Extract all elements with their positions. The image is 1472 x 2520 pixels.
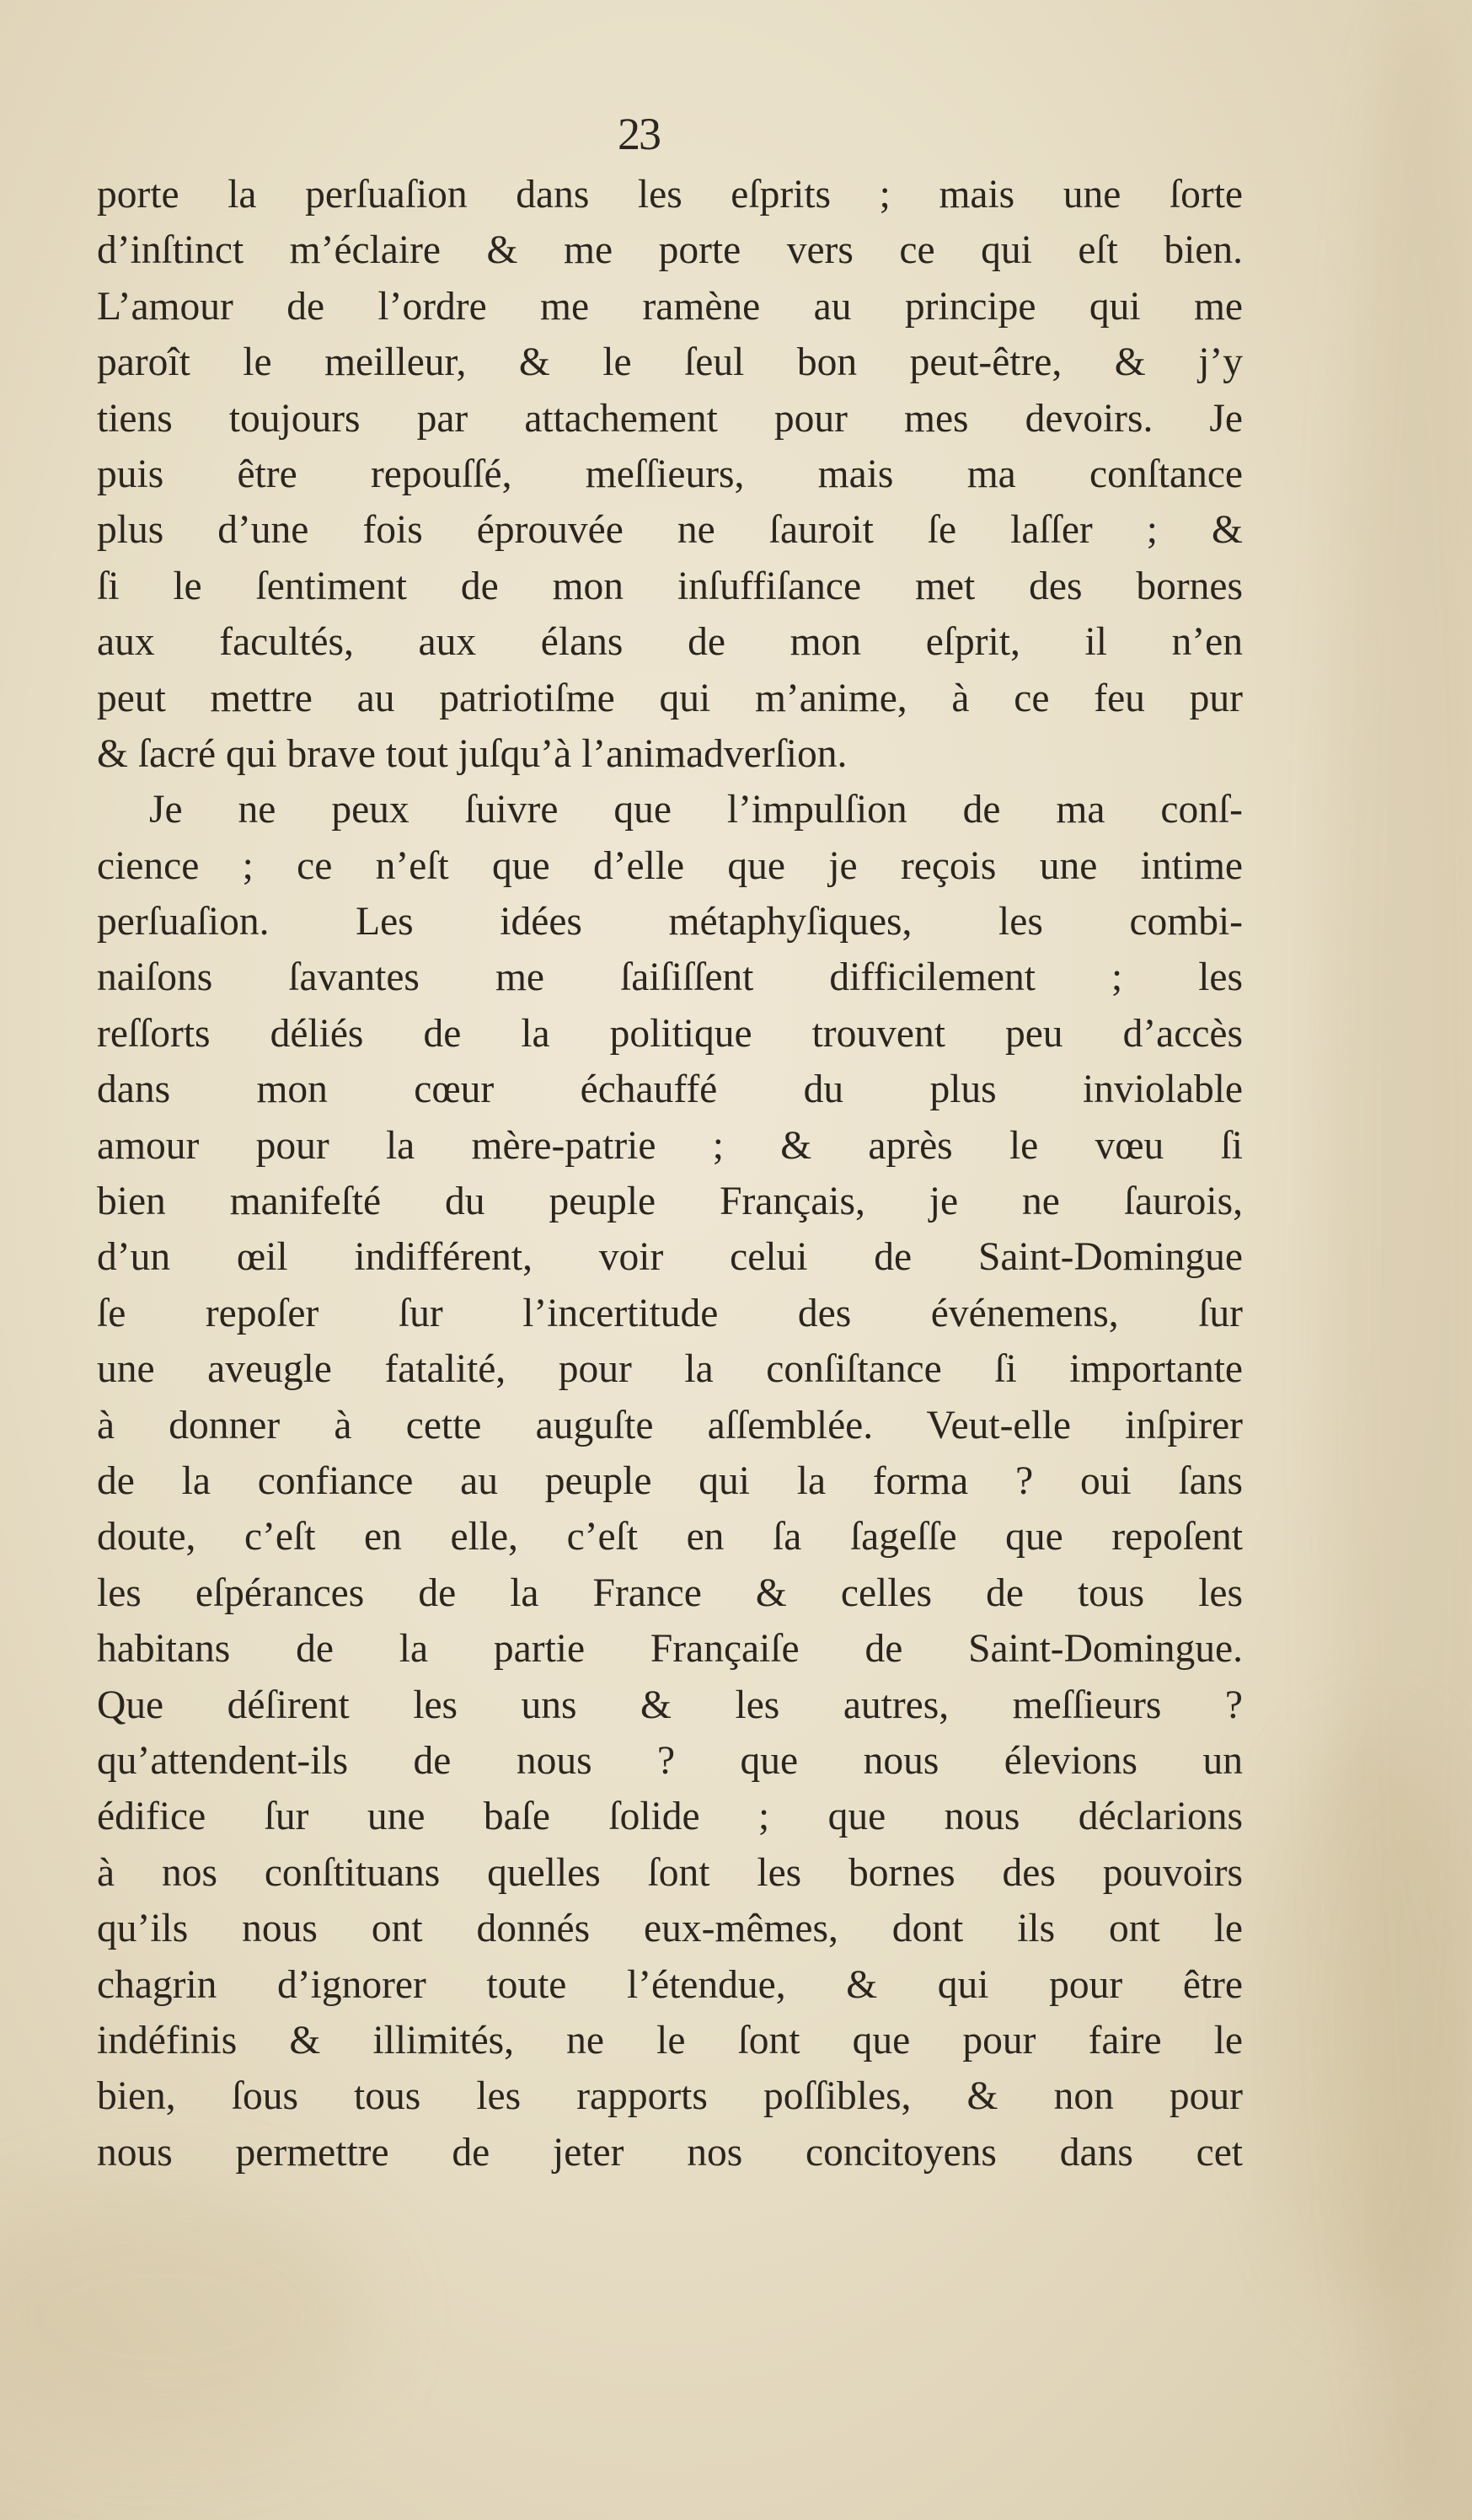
text-line: qu’attendent-ils de nous ? que nous élevions un: [97, 1738, 1243, 1783]
text-line: puis être repouſſé, meſſieurs, mais ma conſtance: [97, 452, 1243, 496]
text-line: & ſacré qui brave tout juſqu’à l’animadverſion.: [97, 731, 848, 776]
text-line: à donner à cette auguſte aſſemblée. Veut-elle inſpirer: [97, 1403, 1243, 1447]
text-line: doute, c’eſt en elle, c’eſt en ſa ſageſſe que repoſent: [97, 1515, 1243, 1560]
text-line: reſſorts déliés de la politique trouvent peu d’accès: [97, 1011, 1243, 1056]
text-line: d’un œil indifférent, voir celui de Saint-Domingue: [97, 1235, 1243, 1280]
text-line: Je ne peux ſuivre que l’impulſion de ma conſ-: [149, 788, 1243, 832]
text-line: nous permettre de jeter nos concitoyens dans cet: [97, 2130, 1243, 2175]
text-line: perſuaſion. Les idées métaphyſiques, les combi-: [97, 900, 1243, 944]
text-line: plus d’une fois éprouvée ne ſauroit ſe laſſer ; &: [97, 508, 1243, 553]
text-line: indéfinis & illimités, ne le ſont que pour faire le: [97, 2018, 1243, 2063]
text-line: qu’ils nous ont donnés eux-mêmes, dont ils ont le: [97, 1907, 1243, 1951]
text-line: édifice ſur une baſe ſolide ; que nous déclarions: [97, 1795, 1243, 1839]
text-line: paroît le meilleur, & le ſeul bon peut-être, & j’y: [97, 340, 1243, 385]
paper-stain: [0, 2191, 371, 2443]
text-line: de la confiance au peuple qui la forma ? oui ſans: [97, 1458, 1243, 1503]
paper-stain: [1264, 1727, 1472, 2317]
text-line: bien, ſous tous les rapports poſſibles, & non pour: [97, 2074, 1243, 2119]
body-text: [97, 167, 1243, 2180]
text-line: dans mon cœur échauffé du plus inviolable: [97, 1067, 1243, 1112]
text-line: amour pour la mère-patrie ; & après le vœu ſi: [97, 1123, 1243, 1168]
text-line: L’amour de l’ordre me ramène au principe qui me: [97, 284, 1243, 329]
text-line: naiſons ſavantes me ſaiſiſſent difficilement ; les: [97, 955, 1243, 1000]
text-line: les eſpérances de la France & celles de tous les: [97, 1570, 1243, 1615]
text-line: porte la perſuaſion dans les eſprits ; mais une ſorte: [97, 173, 1243, 217]
text-line: ſe repoſer ſur l’incertitude des événemens, ſur: [97, 1291, 1243, 1335]
text-line: chagrin d’ignorer toute l’étendue, & qui pour être: [97, 1962, 1243, 2007]
text-line: une aveugle fatalité, pour la conſiſtance ſi importante: [97, 1347, 1243, 1392]
page-number: 23: [618, 109, 660, 159]
text-line: aux facultés, aux élans de mon eſprit, il n’en: [97, 620, 1243, 665]
text-line: d’inſtinct m’éclaire & me porte vers ce qui eſt bien.: [97, 228, 1243, 273]
text-line: bien manifeſté du peuple Français, je ne ſaurois,: [97, 1180, 1243, 1224]
text-line: ſi le ſentiment de mon inſuffiſance met des bornes: [97, 564, 1243, 608]
text-line: Que déſirent les uns & les autres, meſſieurs ?: [97, 1683, 1243, 1727]
text-line: peut mettre au patriotiſme qui m’anime, à ce feu pur: [97, 676, 1243, 720]
paper-edge-shadow: [1331, 0, 1472, 2520]
text-line: habitans de la partie Françaiſe de Saint-Domingue.: [97, 1627, 1243, 1672]
text-line: cience ; ce n’eſt que d’elle que je reçois une intime: [97, 843, 1243, 888]
text-line: tiens toujours par attachement pour mes devoirs. Je: [97, 396, 1243, 441]
text-line: à nos conſtituans quelles ſont les bornes des pouvoirs: [97, 1850, 1243, 1895]
